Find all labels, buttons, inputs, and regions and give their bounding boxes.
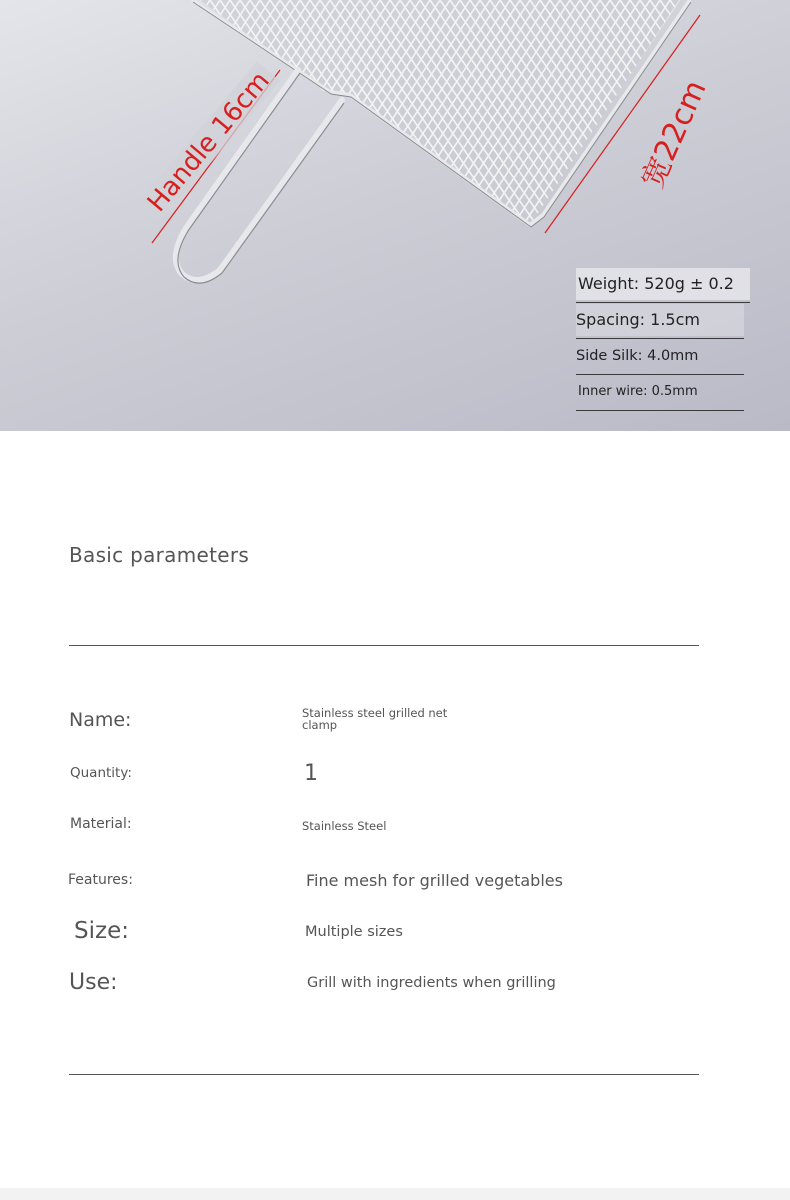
mesh-wire xyxy=(0,0,20,230)
param-value-material: Stainless Steel xyxy=(302,819,387,833)
param-label-use: Use: xyxy=(69,970,118,995)
mesh-wire xyxy=(0,0,120,230)
width-label: 宽22cm xyxy=(635,75,714,194)
mesh-wire xyxy=(0,0,80,230)
mesh-wire xyxy=(50,0,210,230)
divider-bottom xyxy=(69,1074,699,1075)
mesh-wire xyxy=(0,0,40,230)
mesh-wire xyxy=(0,0,70,230)
product-photo xyxy=(0,0,790,431)
param-label-features: Features: xyxy=(68,872,133,888)
mesh-wire xyxy=(0,0,30,230)
mesh-wire xyxy=(0,0,10,230)
mesh-wire xyxy=(0,0,70,230)
spec-spacing-text: Spacing: 1.5cm xyxy=(576,310,700,329)
spec-inner-wire xyxy=(576,376,744,408)
mesh-wire xyxy=(0,0,150,230)
param-value-features: Fine mesh for grilled vegetables xyxy=(306,871,563,890)
mesh-wire xyxy=(690,0,790,230)
mesh-wire xyxy=(740,0,790,230)
mesh-wire xyxy=(0,0,50,230)
spec-side-silk xyxy=(576,340,744,372)
spec-divider xyxy=(576,302,750,303)
spec-divider xyxy=(576,374,744,375)
mesh-wire xyxy=(0,0,130,230)
mesh-wire xyxy=(0,0,60,230)
mesh-wire xyxy=(0,0,90,230)
spec-side-silk-text: Side Silk: 4.0mm xyxy=(576,348,699,364)
footer-strip xyxy=(0,1188,790,1200)
mesh-wire xyxy=(710,0,790,230)
section-title: Basic parameters xyxy=(69,543,250,567)
mesh-wire xyxy=(720,0,790,230)
spec-weight-text: Weight: 520g ± 0.2 xyxy=(578,274,734,293)
param-value-name: Stainless steel grilled net clamp xyxy=(302,706,448,732)
param-label-material: Material: xyxy=(70,816,132,832)
spec-inner-wire-text: Inner wire: 0.5mm xyxy=(578,384,698,399)
param-label-quantity: Quantity: xyxy=(70,765,132,781)
mesh-wire xyxy=(780,0,790,230)
spec-divider xyxy=(576,410,744,411)
spec-weight xyxy=(576,268,750,300)
mesh-wire xyxy=(0,0,80,230)
handle-length-label: Handle 16cm xyxy=(138,62,280,223)
param-label-size: Size: xyxy=(74,918,129,944)
mesh-wire xyxy=(0,0,60,230)
mesh-wire xyxy=(0,0,50,230)
param-value-quantity: 1 xyxy=(304,761,318,786)
mesh-wire xyxy=(0,0,110,230)
mesh-wire xyxy=(0,0,20,230)
mesh-wire xyxy=(0,0,140,230)
mesh-wire xyxy=(0,0,10,230)
mesh-wire xyxy=(0,0,100,230)
spec-divider xyxy=(576,338,744,339)
param-value-size: Multiple sizes xyxy=(305,924,403,940)
param-value-use: Grill with ingredients when grilling xyxy=(307,975,556,991)
mesh-wire xyxy=(700,0,790,230)
mesh-wire xyxy=(0,0,110,230)
mesh-wire xyxy=(0,0,150,230)
mesh-wire xyxy=(60,0,220,230)
mesh-wire xyxy=(0,0,130,230)
mesh-wire xyxy=(730,0,790,230)
mesh-wire xyxy=(10,0,160,230)
mesh-wire xyxy=(0,0,120,230)
param-label-name: Name: xyxy=(69,709,132,731)
mesh-wire xyxy=(0,0,100,230)
mesh-wire xyxy=(770,0,790,230)
mesh-wire xyxy=(0,0,90,230)
divider-top xyxy=(69,645,699,646)
mesh-wire xyxy=(0,0,30,230)
mesh-wire xyxy=(0,0,40,230)
mesh-wire xyxy=(760,0,790,230)
mesh-wire xyxy=(0,0,140,230)
mesh-wire xyxy=(0,0,160,230)
spec-spacing xyxy=(576,304,744,336)
mesh-wire xyxy=(750,0,790,230)
